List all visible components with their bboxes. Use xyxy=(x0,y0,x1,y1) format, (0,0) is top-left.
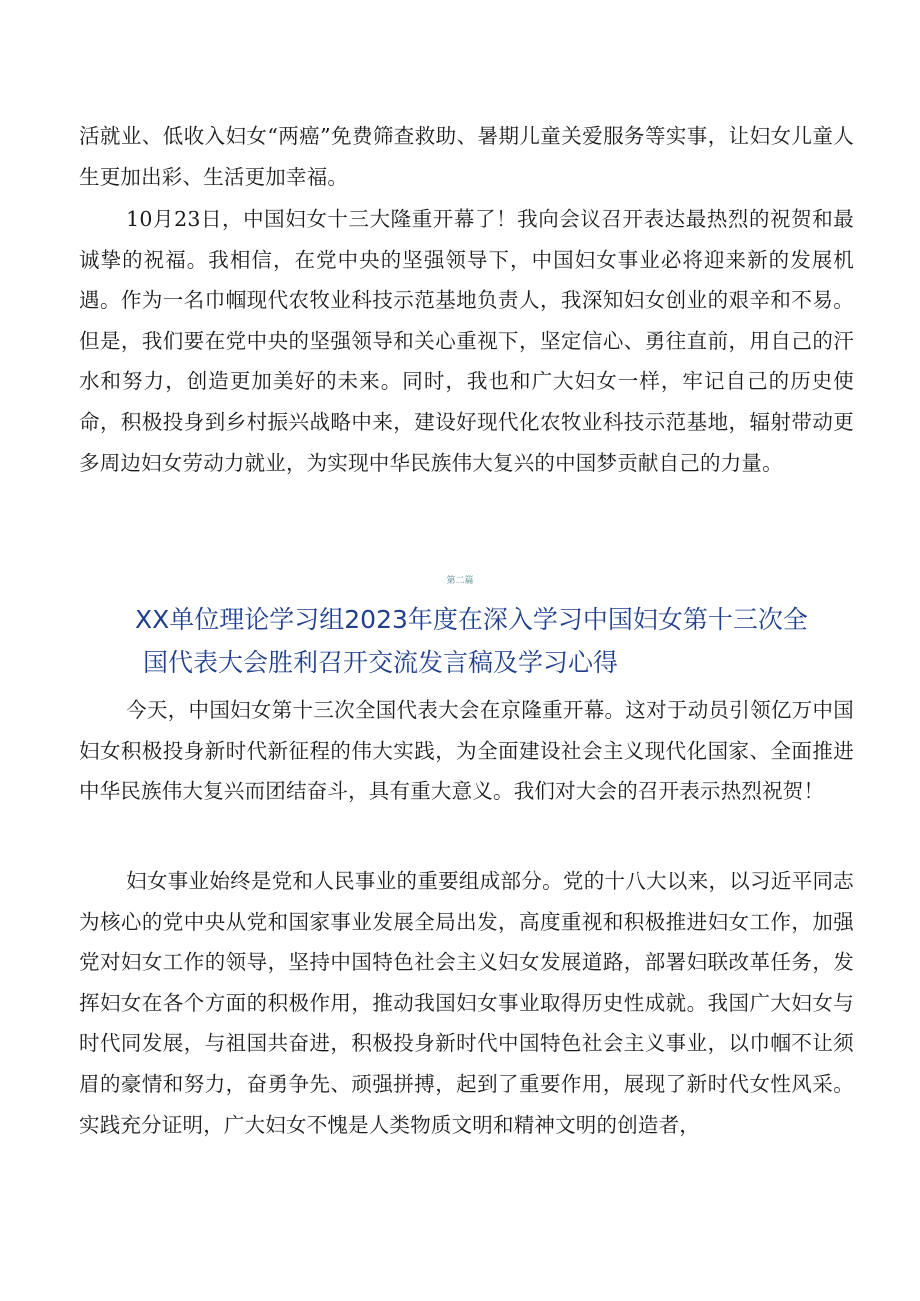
paragraph-opening: 今天，中国妇女第十三次全国代表大会在京隆重开幕。这对于动员引领亿万中国妇女积极投身新时代新征程的伟大实践，为全面建设社会主义现代化国家、全面推进中华民族伟大复兴而团结奋斗，具有重大意义。我们对大会的召开表示热烈祝贺！ xyxy=(79,698,854,804)
paragraph-women-cause: 妇女事业始终是党和人民事业的重要组成部分。党的十八大以来，以习近平同志为核心的党中央从党和国家事业发展全局出发，高度重视和积极推进妇女工作，加强党对妇女工作的领导，坚持中国特色社会主义妇女发展道路，部署妇联改革任务，发挥妇女在各个方面的积极作用，推动我国妇女事业取得历史性成就。我国广大妇女与时代同发展，与祖国共奋进，积极投身新时代中国特色社会主义事业，以巾帼不让须眉的豪情和努力，奋勇争先、顽强拼搏，起到了重要作用，展现了新时代女性风采。实践充分证明，广大妇女不愧是人类物质文明和精神文明的创造者， xyxy=(79,869,854,1137)
paragraph-congratulation: 10月23日，中国妇女十三大隆重开幕了！我向会议召开表达最热烈的祝贺和最诚挚的祝福。我相信，在党中央的坚强领导下，中国妇女事业必将迎来新的发展机遇。作为一名巾帼现代农牧业科技示范基地负责人，我深知妇女创业的艰辛和不易。但是，我们要在党中央的坚强领导和关心重视下，坚定信心、勇往直前，用自己的汗水和努力，创造更加美好的未来。同时，我也和广大妇女一样，牢记自己的历史使命，积极投身到乡村振兴战略中来，建设好现代化农牧业科技示范基地，辐射带动更多周边妇女劳动力就业，为实现中华民族伟大复兴的中国梦贡献自己的力量。 xyxy=(79,207,854,475)
title-line-1: XX单位理论学习组2023年度在深入学习中国妇女第十三次全 xyxy=(135,605,808,634)
paragraph-continuation: 活就业、低收入妇女“两癌”免费筛查救助、暑期儿童关爱服务等实事，让妇女儿童人生更加出彩、生活更加幸福。 xyxy=(79,124,854,189)
title-line-2: 国代表大会胜利召开交流发言稿及学习心得 xyxy=(143,648,619,677)
section-label: 第二篇 xyxy=(446,576,474,586)
document-title xyxy=(135,598,860,684)
